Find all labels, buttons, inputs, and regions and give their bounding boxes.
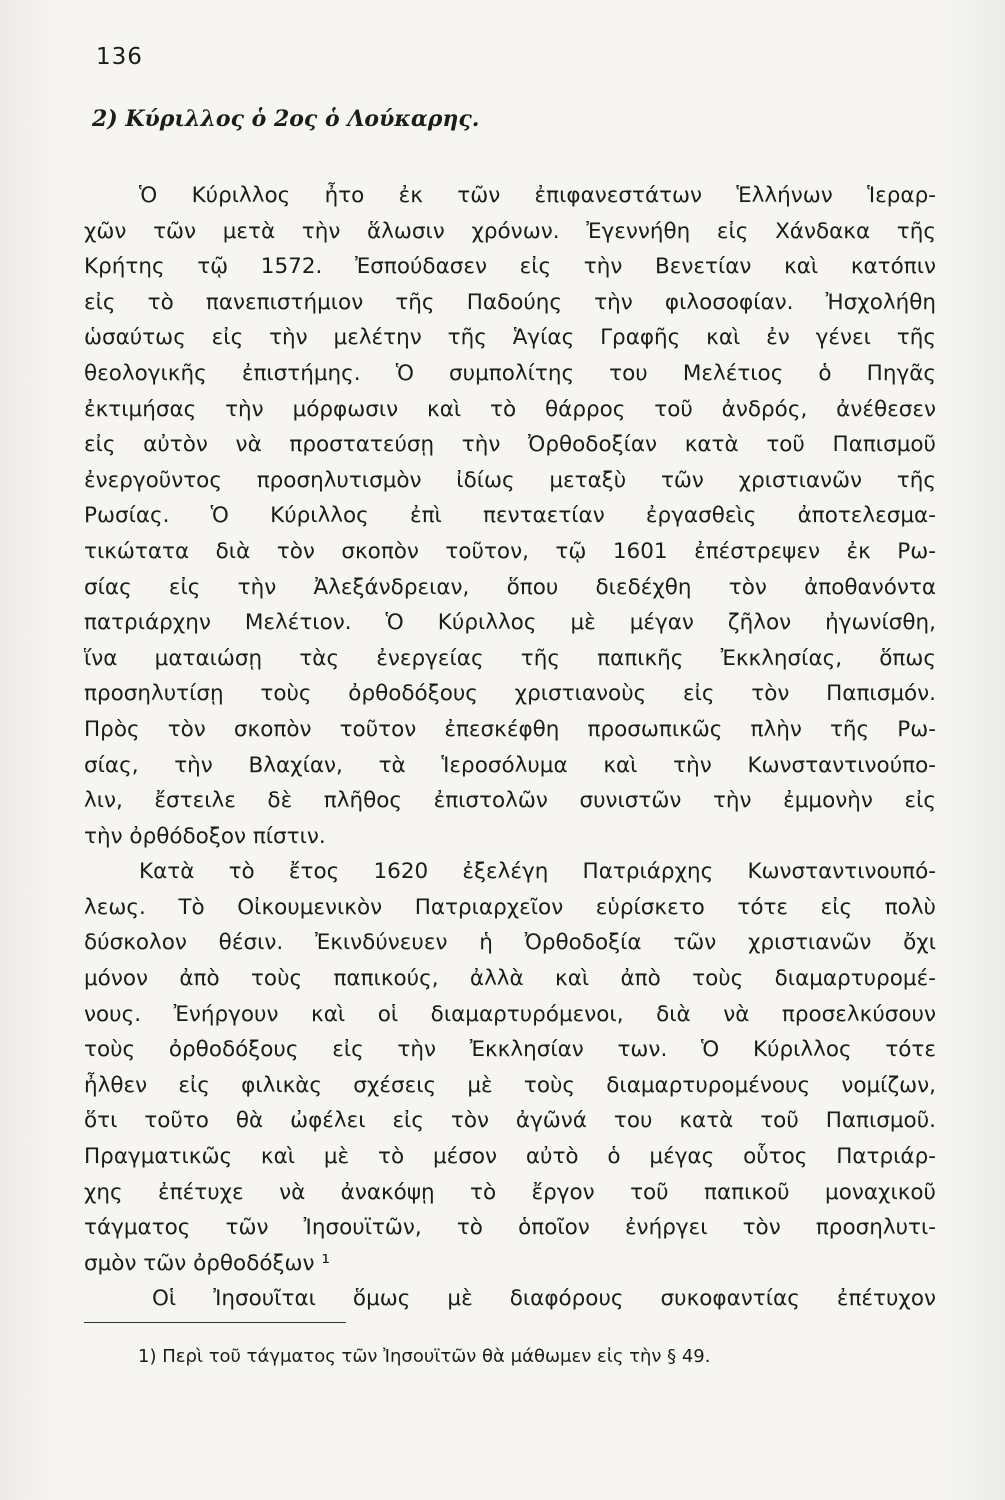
text-line: σίας, τὴν Βλαχίαν, τὰ Ἱεροσόλυμα καὶ τὴν Κωνσταντινούπο- xyxy=(84,752,936,778)
text-line: σίας εἰς τὴν Ἀλεξάνδρειαν, ὅπου διεδέχθη τὸν ἀποθανόντα xyxy=(84,574,936,600)
text-line: προσηλυτίσῃ τοὺς ὀρθοδόξους χριστιανοὺς εἰς τὸν Παπισμόν. xyxy=(84,681,936,707)
footnote: 1) Περὶ τοῦ τάγματος τῶν Ἰησουϊτῶν θὰ μάθωμεν εἰς τὴν § 49. xyxy=(138,1346,711,1367)
text-line: Ρωσίας. Ὁ Κύριλλος ἐπὶ πενταετίαν ἐργασθεὶς ἀποτελεσμα- xyxy=(84,503,936,529)
footnote-divider xyxy=(84,1322,346,1323)
text-line: τάγματος τῶν Ἰησουϊτῶν, τὸ ὁποῖον ἐνήργει τὸν προσηλυτι- xyxy=(84,1215,936,1241)
text-line: τὴν ὀρθόδοξον πίστιν. xyxy=(84,823,326,849)
text-line: χης ἐπέτυχε νὰ ἀνακόψῃ τὸ ἔργον τοῦ παπικοῦ μοναχικοῦ xyxy=(84,1179,936,1205)
text-line: τικώτατα διὰ τὸν σκοπὸν τοῦτον, τῷ 1601 ἐπέστρεψεν ἐκ Ρω- xyxy=(84,538,936,564)
text-line: πατριάρχην Μελέτιον. Ὁ Κύριλλος μὲ μέγαν ζῆλον ἠγωνίσθη, xyxy=(84,610,936,636)
text-line: δύσκολον θέσιν. Ἐκινδύνευεν ἡ Ὀρθοδοξία τῶν χριστιανῶν ὄχι xyxy=(84,930,936,956)
text-line: ἵνα ματαιώσῃ τὰς ἐνεργείας τῆς παπικῆς Ἐκκλησίας, ὅπως xyxy=(84,645,936,671)
text-line: Ὁ Κύριλλος ἦτο ἐκ τῶν ἐπιφανεστάτων Ἑλλήνων Ἱεραρ- xyxy=(139,183,936,208)
text-line: εἰς τὸ πανεπιστήμιον τῆς Παδούης τὴν φιλοσοφίαν. Ἠσχολήθη xyxy=(84,289,936,315)
text-line: ὅτι τοῦτο θὰ ὠφέλει εἰς τὸν ἀγῶνά του κατὰ τοῦ Παπισμοῦ. xyxy=(84,1108,936,1134)
text-line: σμὸν τῶν ὀρθοδόξων ¹ xyxy=(84,1250,330,1276)
text-line: Κατὰ τὸ ἔτος 1620 ἐξελέγη Πατριάρχης Κωνσταντινουπό- xyxy=(139,859,936,885)
section-heading: 2) Κύριλλος ὁ 2ος ὁ Λούκαρης. xyxy=(92,106,480,132)
text-line: τοὺς ὀρθοδόξους εἰς τὴν Ἐκκλησίαν των. Ὁ Κύριλλος τότε xyxy=(84,1037,936,1063)
text-line: μόνον ἀπὸ τοὺς παπικούς, ἀλλὰ καὶ ἀπὸ τοὺς διαμαρτυρομέ- xyxy=(84,966,936,992)
text-line: θεολογικῆς ἐπιστήμης. Ὁ συμπολίτης του Μελέτιος ὁ Πηγᾶς xyxy=(84,360,936,386)
text-line: Οἱ Ἰησουῖται ὅμως μὲ διαφόρους συκοφαντίας ἐπέτυχον xyxy=(152,1286,936,1312)
text-line: Πραγματικῶς καὶ μὲ τὸ μέσον αὐτὸ ὁ μέγας οὗτος Πατριάρ- xyxy=(84,1144,936,1170)
text-line: λεως. Τὸ Οἰκουμενικὸν Πατριαρχεῖον εὑρίσκετο τότε εἰς πολὺ xyxy=(84,894,936,920)
text-line: Κρήτης τῷ 1572. Ἐσπούδασεν εἰς τὴν Βενετίαν καὶ κατόπιν xyxy=(84,254,936,280)
text-line: εἰς αὐτὸν νὰ προστατεύσῃ τὴν Ὀρθοδοξίαν κατὰ τοῦ Παπισμοῦ xyxy=(84,432,936,458)
text-line: νους. Ἐνήργουν καὶ οἱ διαμαρτυρόμενοι, διὰ νὰ προσελκύσουν xyxy=(84,1001,936,1027)
body-text xyxy=(84,178,936,1317)
page-number: 136 xyxy=(96,44,143,70)
text-line: λιν, ἔστειλε δὲ πλῆθος ἐπιστολῶν συνιστῶν τὴν ἐμμονὴν εἰς xyxy=(84,788,936,814)
text-line: χῶν τῶν μετὰ τὴν ἅλωσιν χρόνων. Ἐγεννήθη εἰς Χάνδακα τῆς xyxy=(84,218,936,244)
text-line: ἦλθεν εἰς φιλικὰς σχέσεις μὲ τοὺς διαμαρτυρομένους νομίζων, xyxy=(84,1072,936,1098)
text-line: Πρὸς τὸν σκοπὸν τοῦτον ἐπεσκέφθη προσωπικῶς πλὴν τῆς Ρω- xyxy=(84,716,936,742)
text-line: ὡσαύτως εἰς τὴν μελέτην τῆς Ἁγίας Γραφῆς καὶ ἐν γένει τῆς xyxy=(84,325,936,351)
text-line: ἐνεργοῦντος προσηλυτισμὸν ἰδίως μεταξὺ τῶν χριστιανῶν τῆς xyxy=(84,467,936,493)
text-line: ἐκτιμήσας τὴν μόρφωσιν καὶ τὸ θάρρος τοῦ ἀνδρός, ἀνέθεσεν xyxy=(84,396,936,422)
